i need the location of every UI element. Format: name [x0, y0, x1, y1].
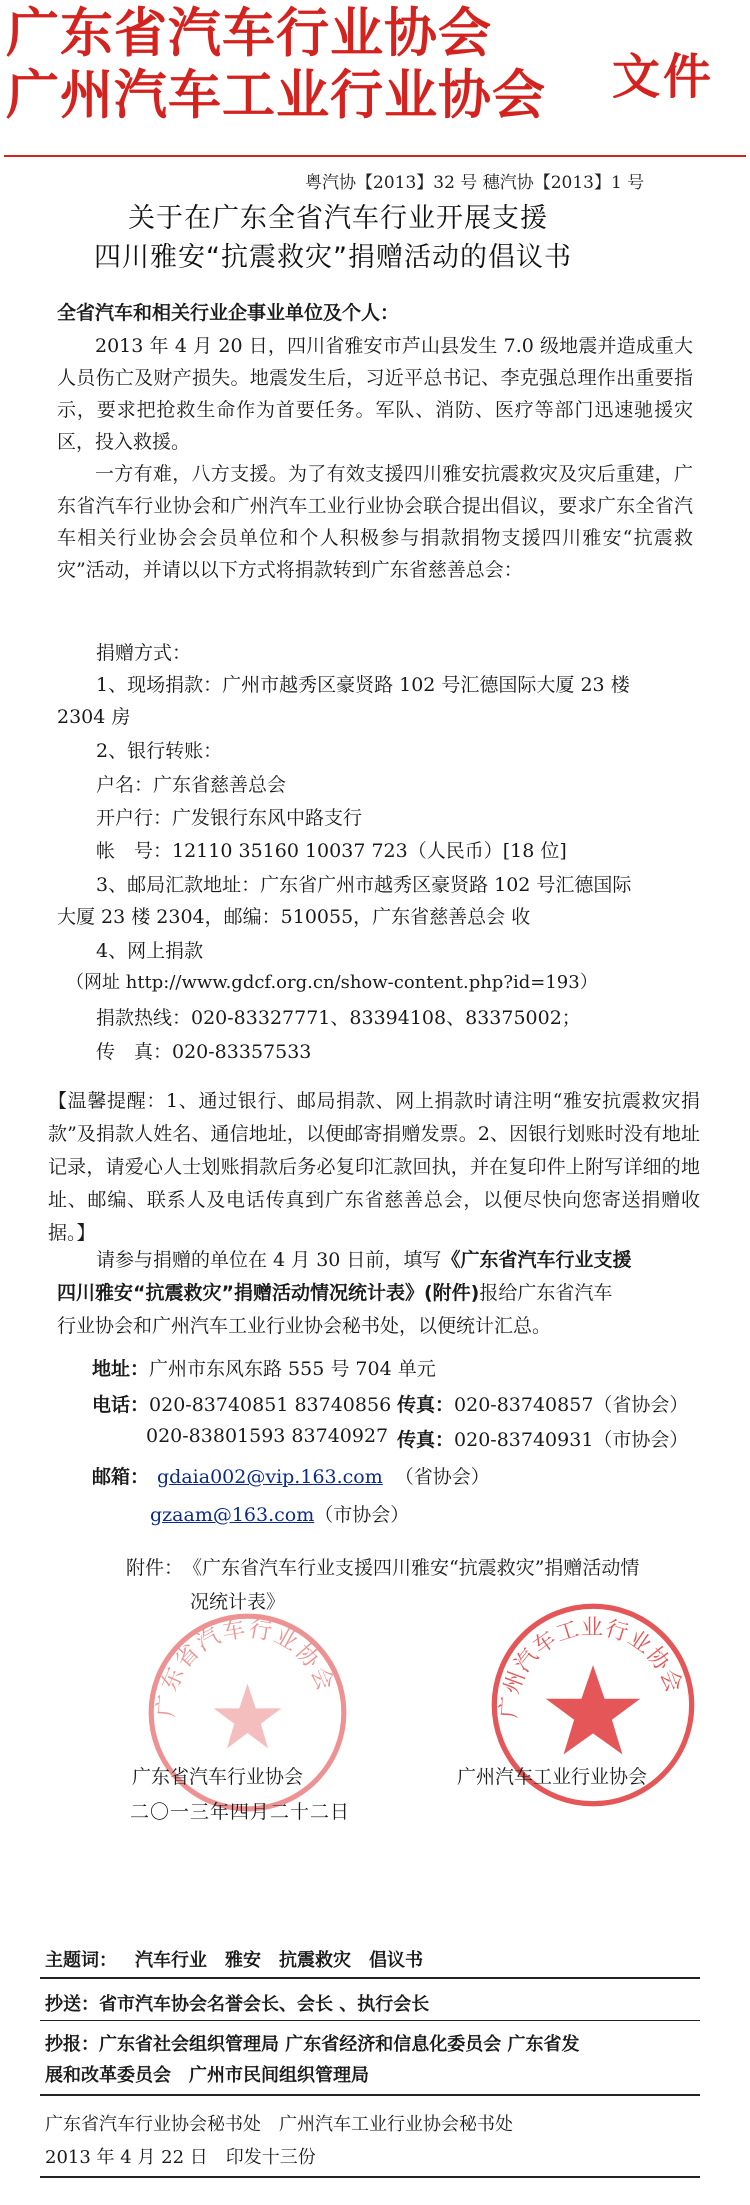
- account-name: 户名：广东省慈善总会: [96, 774, 287, 796]
- signature-left-org: 广东省汽车行业协会: [132, 1766, 304, 1788]
- request-line3: 行业协会和广州汽车工业行业协会秘书处，以便统计汇总。: [57, 1315, 552, 1337]
- phone1-value: 020-83740851 83740856: [149, 1394, 392, 1416]
- header-org1: 广东省汽车行业协会: [6, 3, 492, 64]
- signature-date: 二〇一三年四月二十二日: [130, 1801, 351, 1823]
- cc-value: 省市汽车协会名誉会长、会长 、执行会长: [99, 1994, 430, 2015]
- reminder-note: 【温馨提醒：1、通过银行、邮局捐款、网上捐款时请注明“雅安抗震救灾捐款”及捐款人姓名、通信地址，以便邮寄捐赠发票。2、因银行划账时没有地址记录，请爱心人士划账捐款后务必复印汇款回执，并在复印件上附写详细的地址、邮编、联系人及电话传真到广东省慈善总会，以便尽快向您寄送捐赠收据。】: [48, 1090, 700, 1244]
- request-line1: [96, 1245, 631, 1272]
- signature-right-org: 广州汽车工业行业协会: [457, 1766, 648, 1788]
- footer-rule-2: [40, 2020, 700, 2021]
- report-row1: [45, 2030, 580, 2056]
- donation-item3-line1: 3、邮局汇款地址：广东省广州市越秀区豪贤路 102 号汇德国际: [96, 874, 632, 896]
- report-label: 抄报：: [45, 2034, 99, 2055]
- fax-label-2: 传真：: [397, 1429, 455, 1451]
- report-line1: 广东省社会组织管理局 广东省经济和信息化委员会 广东省发: [99, 2034, 580, 2055]
- title-line2: 四川雅安“抗震救灾”捐赠活动的倡议书: [94, 242, 572, 273]
- request-line2: [57, 1278, 612, 1305]
- title-line1: 关于在广东全省汽车行业开展支援: [128, 203, 548, 234]
- bank-name: 开户行：广发银行东风中路支行: [96, 807, 363, 829]
- request-line2-text: 报给广东省汽车: [479, 1282, 613, 1304]
- request-line1-text: 请参与捐赠的单位在 4 月 30 日前，填写: [96, 1249, 442, 1271]
- address-label: 地址：: [92, 1358, 150, 1380]
- phone-label: 电话：: [92, 1394, 150, 1416]
- contact-email-row2: [150, 1500, 409, 1527]
- donation-hotline: 捐款热线：020-83327771、83394108、83375002；: [96, 1007, 581, 1029]
- attachment-label: 附件：: [126, 1557, 184, 1579]
- svg-text:广东省汽车行业协会: 广东省汽车行业协会: [153, 1616, 339, 1718]
- header-suffix: 文件: [612, 49, 715, 105]
- issue-date: 2013 年 4 月 22 日 印发十三份: [45, 2147, 316, 2168]
- contact-fax-row1: [397, 1390, 688, 1417]
- fax2-value: 020-83740931（市协会）: [454, 1429, 689, 1451]
- header-red-line: [4, 155, 746, 157]
- donation-item1-line2: 2304 房: [57, 706, 131, 728]
- paragraph-2: 一方有难，八方支援。为了有效支援四川雅安抗震救灾及灾后重建，广东省汽车行业协会和广州汽车工业行业协会联合提出倡议，要求广东全省汽车相关行业协会会员单位和个人积极参与捐款捐物支援四川雅安“抗震救灾”活动，并请以以下方式将捐款转到广东省慈善总会：: [57, 463, 693, 581]
- email-label: 邮箱：: [92, 1466, 150, 1488]
- paragraph-1: 2013 年 4 月 20 日，四川省雅安市芦山县发生 7.0 级地震并造成重大人员伤亡及财产损失。地震发生后，习近平总书记、李克强总理作出重要指示，要求把抢救生命作为首要任务。军队、消防、医疗等部门迅速驰援灾区，投入救援。: [57, 335, 693, 453]
- email2-note: （市协会）: [314, 1504, 410, 1526]
- account-number: 帐 号：12110 35160 10037 723（人民币）[18 位]: [96, 840, 567, 862]
- contact-address: [92, 1354, 436, 1381]
- donation-website[interactable]: （网址 http://www.gdcf.org.cn/show-content.php?id=193）: [66, 972, 598, 993]
- footer-rule-4: [40, 2176, 700, 2178]
- donation-item4: 4、网上捐款: [96, 940, 204, 962]
- contact-fax-row2: [397, 1425, 688, 1452]
- footer-rule-1: [40, 1977, 700, 1979]
- address-value: 广州市东风东路 555 号 704 单元: [149, 1358, 436, 1380]
- email1-link[interactable]: gdaia002@vip.163.com: [157, 1466, 383, 1488]
- contact-phone-row1: [92, 1390, 391, 1417]
- salutation: 全省汽车和相关行业企事业单位及个人：: [57, 302, 400, 324]
- footer-rule-3: [40, 2094, 700, 2096]
- fax-label: 传真：: [397, 1394, 455, 1416]
- phone2-value: 020-83801593 83740927: [146, 1425, 389, 1447]
- subject-label: 主题词：: [45, 1950, 117, 1971]
- cc-label: 抄送：: [45, 1994, 99, 2015]
- issuer: 广东省汽车行业协会秘书处 广州汽车工业行业协会秘书处: [45, 2114, 513, 2135]
- donation-item3-line2: 大厦 23 楼 2304，邮编：510055，广东省慈善总会 收: [57, 906, 531, 928]
- donation-item2: 2、银行转账：: [96, 740, 223, 762]
- email2-link[interactable]: gzaam@163.com: [150, 1504, 315, 1526]
- svg-text:广州汽车工业行业协会: 广州汽车工业行业协会: [496, 1615, 687, 1719]
- attachment-line1: 《广东省汽车行业支援四川雅安“抗震救灾”捐赠活动情: [183, 1557, 640, 1579]
- fax1-value: 020-83740857（省协会）: [454, 1394, 689, 1416]
- header-org2: 广州汽车工业行业协会: [6, 65, 546, 126]
- document-number: 粤汽协【2013】32 号 穗汽协【2013】1 号: [305, 173, 645, 193]
- attachment-line2: 况统计表》: [190, 1591, 286, 1613]
- donation-fax: 传 真：020-83357533: [96, 1041, 312, 1063]
- request-form-title-part1: 《广东省汽车行业支援: [441, 1249, 632, 1271]
- donation-item1-line1: 1、现场捐款：广州市越秀区豪贤路 102 号汇德国际大厦 23 楼: [96, 674, 630, 696]
- email1-note: （省协会）: [394, 1466, 490, 1488]
- cc-row: [45, 1990, 429, 2016]
- contact-email-row1: [92, 1462, 490, 1489]
- request-form-title-part2: 四川雅安“抗震救灾”捐赠活动情况统计表》(附件): [57, 1282, 480, 1304]
- subject-terms: 汽车行业 雅安 抗震救灾 倡议书: [135, 1950, 423, 1971]
- subject-terms-row: [45, 1946, 423, 1972]
- donation-heading: 捐赠方式：: [96, 642, 192, 664]
- report-line2: 展和改革委员会 广州市民间组织管理局: [45, 2065, 369, 2086]
